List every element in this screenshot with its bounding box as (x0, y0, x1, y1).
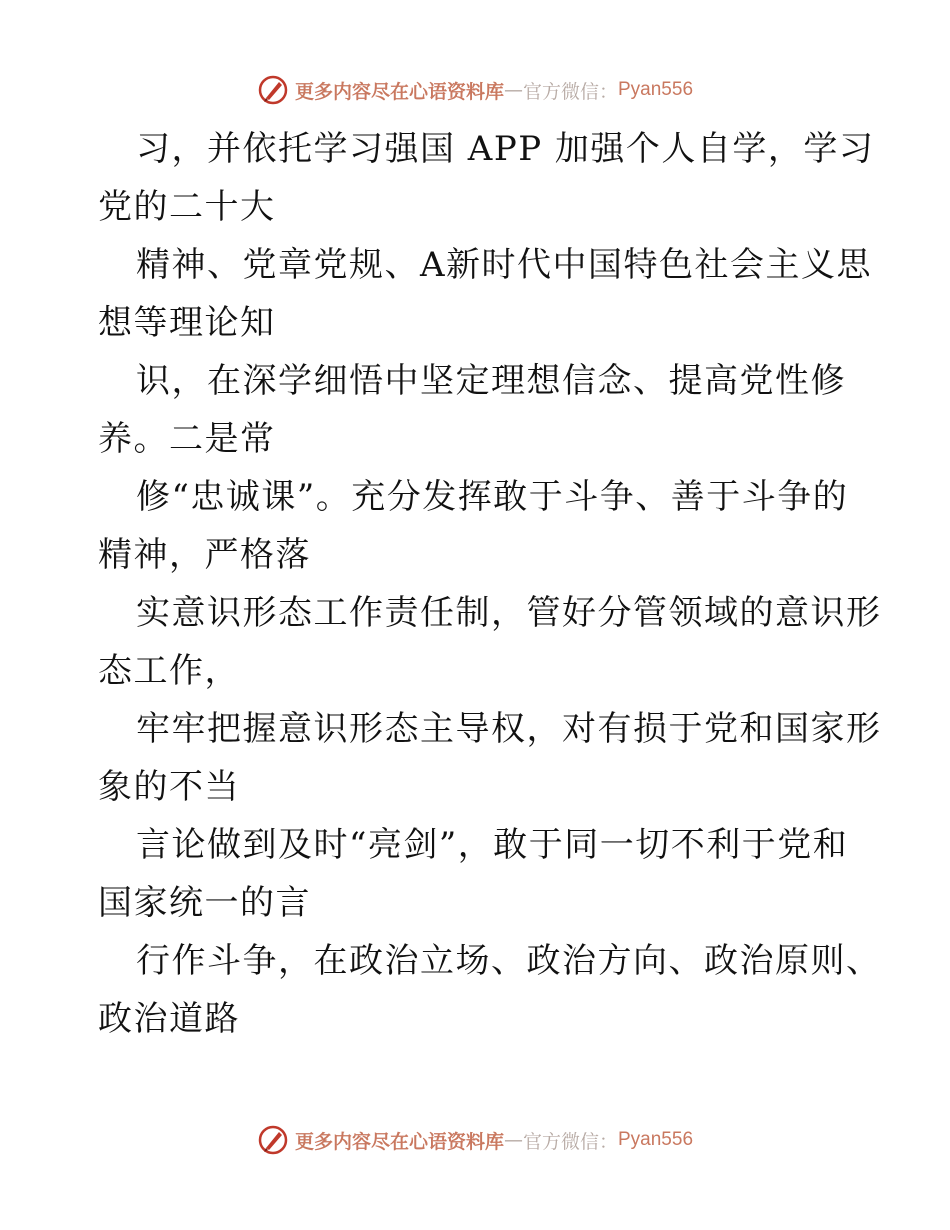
paragraph-line: 象的不当 (98, 767, 240, 807)
paragraph-line: 党的二十大 (98, 187, 276, 227)
paragraph (98, 236, 873, 352)
header-banner (0, 70, 950, 110)
banner-dash: — (503, 79, 523, 101)
paragraph-line: 态工作， (98, 651, 240, 691)
paragraph-line: 想等理论知 (98, 303, 276, 343)
banner-wechat-label: 官方微信： (522, 80, 618, 103)
paragraph-line: 精神、党章党规、A新时代中国特色社会主义思 (136, 245, 873, 285)
paragraph (98, 932, 882, 1048)
paragraph-line: 行作斗争，在政治立场、政治方向、政治原则、 (136, 941, 882, 981)
banner-account: Pyan556 (618, 1129, 694, 1150)
paragraph (98, 816, 858, 932)
banner-account: Pyan556 (618, 79, 694, 100)
banner-title: 更多内容尽在心语资料库 (294, 1130, 504, 1153)
paragraph-line: 识，在深学细悟中坚定理想信念、提高党性修 (136, 361, 846, 401)
paragraph-line: 养。二是常 (98, 419, 276, 459)
paragraph (98, 120, 875, 236)
quill-pen-logo-icon (257, 1124, 289, 1156)
banner-title: 更多内容尽在心语资料库 (294, 80, 504, 103)
paragraph-line: 精神，严格落 (98, 535, 311, 575)
paragraph-line: 国家统一的言 (98, 883, 311, 923)
paragraph (98, 700, 882, 816)
paragraph (98, 584, 882, 700)
paragraph-line: 政治道路 (98, 999, 240, 1039)
paragraph-line: 言论做到及时“亮剑”，敢于同一切不利于党和 (136, 825, 849, 865)
paragraph (98, 468, 858, 584)
banner-dash: — (503, 1129, 523, 1151)
paragraph-line: 修“忠诚课”。充分发挥敢于斗争、善于斗争的 (136, 477, 849, 517)
document-body (98, 120, 882, 1048)
banner-wechat-label: 官方微信： (522, 1130, 618, 1153)
paragraph-line: 习，并依托学习强国 APP 加强个人自学，学习 (136, 129, 875, 169)
footer-banner (0, 1120, 950, 1160)
paragraph-line: 牢牢把握意识形态主导权，对有损于党和国家形 (136, 709, 882, 749)
quill-pen-logo-icon (257, 74, 289, 106)
paragraph-line: 实意识形态工作责任制，管好分管领域的意识形 (136, 593, 882, 633)
paragraph (98, 352, 858, 468)
